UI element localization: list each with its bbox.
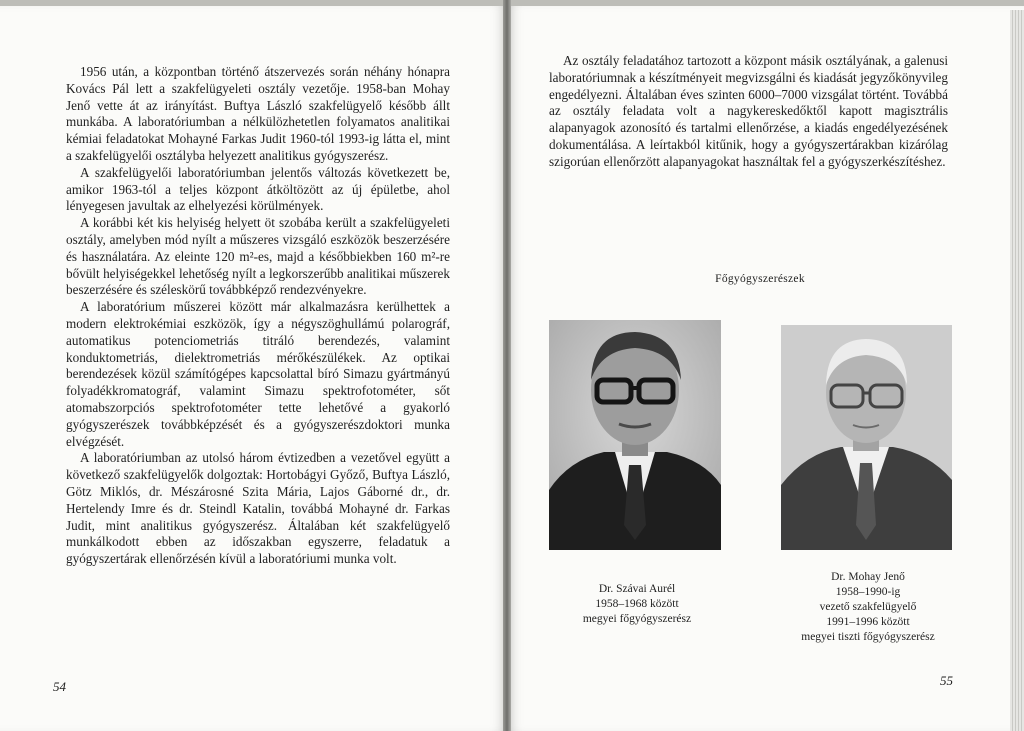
caption-line: 1991–1996 között bbox=[826, 616, 910, 628]
portrait-image bbox=[549, 320, 721, 550]
paragraph: A korábbi két kis helyiség helyett öt szobába került a szakfelügyeleti osztály, amelyben mód nyílt a műszeres vizsgáló eszközök beszerzésére és használatára. Az eleinte 120 m²-es, majd a későbbiekben 160 m²-re bővült helyiségekkel lehetőség nyílt a legkorszerűbb analitikai műszerek beszerzésére és széleskörű továbbképző rendezvényekre. bbox=[66, 215, 450, 298]
caption-line: 1958–1990-ig bbox=[835, 586, 901, 598]
paragraph: A laboratórium műszerei között már alkalmazásra kerülhettek a modern elektrokémiai eszközök, így a négyszöghullámú polarográf, automatikus potenciometriás titráló berendezés, valamint konduktometriás, dielektrometriás mérőkészülékek. Az optikai berendezések közül számítógépes kapcsolattal bíró Simazu gyártmányú folyadékkromatográf, valamint Simazu spektrofotométer, sőt atomabszorpciós spektrofotométer tette lehetővé a gyakorló gyógyszerészek továbbképzését és a gyógyszerészdoktori munka elvégzését. bbox=[66, 299, 450, 449]
caption-line: megyei tiszti főgyógyszerész bbox=[801, 631, 935, 643]
photo-section-title: Főgyógyszerészek bbox=[715, 273, 805, 285]
caption-line: Dr. Mohay Jenő bbox=[831, 571, 905, 583]
page-number-right: 55 bbox=[940, 673, 953, 688]
right-page-body bbox=[549, 53, 948, 171]
portrait-photo-1 bbox=[549, 320, 721, 550]
page-stack-edge bbox=[1010, 10, 1024, 731]
portrait-image bbox=[781, 325, 952, 550]
portrait-photo-2 bbox=[781, 325, 952, 550]
caption-line: megyei főgyógyszerész bbox=[582, 613, 692, 625]
caption-line: 1958–1968 között bbox=[595, 598, 679, 610]
paragraph: A laboratóriumban az utolsó három évtizedben a vezetővel együtt a következő szakfelügyelők dolgoztak: Hortobágyi Győző, Buftya László, Götz Miklós, dr. Mészárosné Szita Mária, Lajos Gáborné dr., dr. Hertelendy Imre és dr. Steindl Katalin, továbbá Mohayné dr. Farkas Judit, mint analitikus gyógyszerész. Általában két szakfelügyelő munkálkodott ebben az időszakban egyszerre, feladatuk a gyógyszertárak ellenőrzésén kívül a laboratóriumi munka volt. bbox=[66, 450, 450, 567]
portrait-caption-1 bbox=[562, 582, 712, 627]
paragraph: A szakfelügyelői laboratóriumban jelentős változás következett be, amikor 1963-tól a teljes központ átköltözött az új épületbe, ahol lényegesen javultak az elhelyezési körülmények. bbox=[66, 164, 450, 214]
page-number-left: 54 bbox=[53, 679, 66, 694]
paragraph: Az osztály feladatához tartozott a központ másik osztályának, a galenusi laboratóriumnak a készítményeit megvizsgálni és kiadását jegyzőkönyvileg engedélyezni. Általában éves szinten 6000–7000 vizsgálat történt. Továbbá az osztály feladata volt a nagykereskedőktől kapott magisztrális alapanyagok azonosító és tartalmi ellenőrzése, a kiadás engedélyezésének dokumentálása. A leírtakból kitűnik, hogy a gyógyszertárakban kizárólag szigorúan ellenőrzött alapanyagokat használtak fel a gyógyszerkészítéshez. bbox=[549, 53, 948, 169]
book-gutter bbox=[503, 0, 511, 731]
caption-line: Dr. Szávai Aurél bbox=[598, 583, 676, 595]
portrait-caption-2 bbox=[778, 570, 958, 645]
paragraph: 1956 után, a központban történő átszervezés során néhány hónapra Kovács Pál lett a szakfelügyeleti osztály vezetője. 1958-ban Mohay Jenő vette át az irányítást. Buftya László szakfelügyelő később állt munkába. A laboratóriumban a nélkülözhetetlen folyamatos analitikai kémiai feladatokat Mohayné Farkas Judit 1960-tól 1993-ig látta el, mint a szakfelügyelői osztályba helyezett analitikus gyógyszerész. bbox=[66, 64, 450, 163]
caption-line: vezető szakfelügyelő bbox=[819, 601, 917, 613]
left-page-body bbox=[66, 64, 450, 568]
